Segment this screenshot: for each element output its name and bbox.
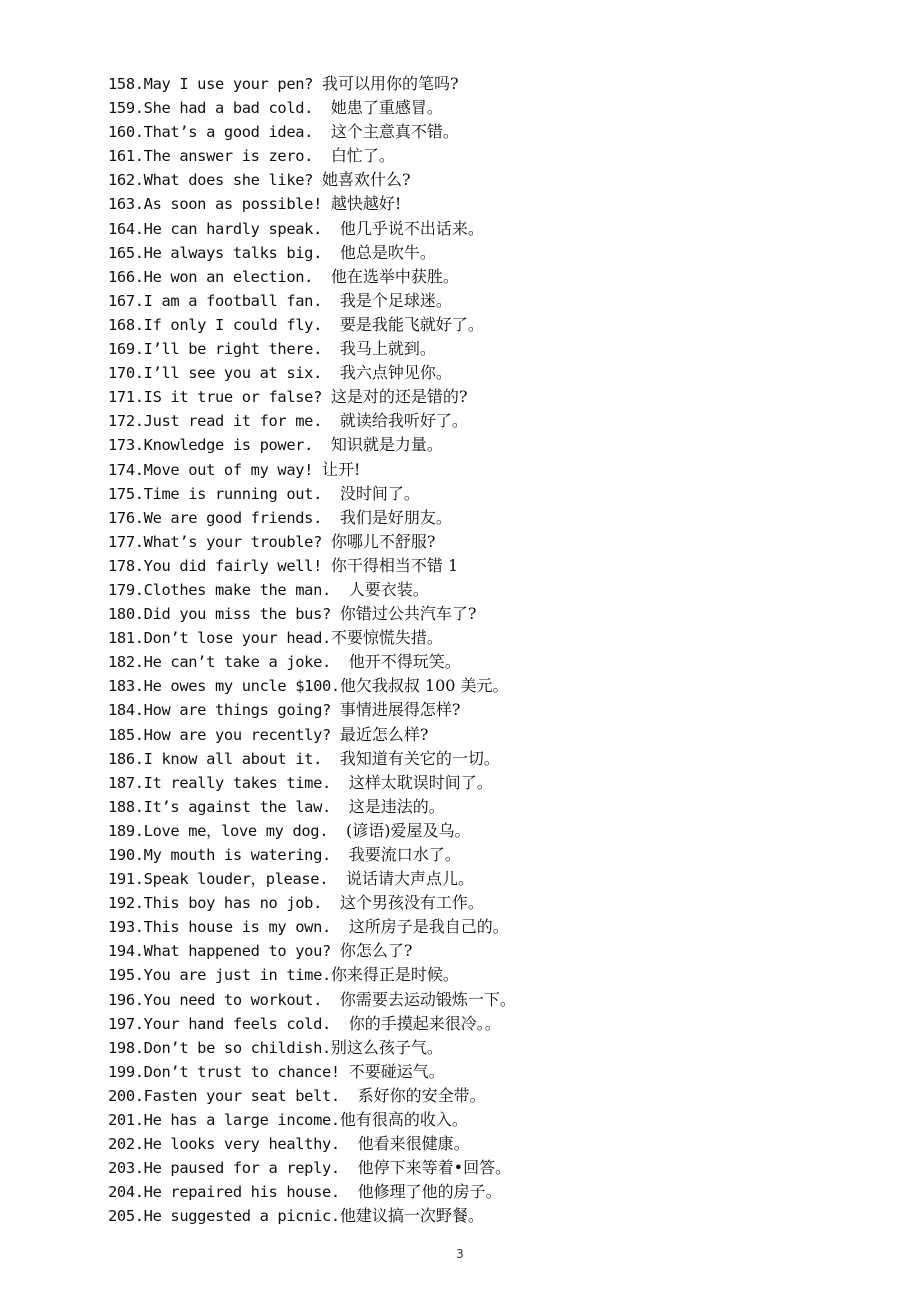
english-sentence: 167.I am a football fan.: [108, 291, 340, 310]
english-sentence: 200.Fasten your seat belt.: [108, 1086, 358, 1105]
chinese-translation: 白忙了。: [330, 146, 395, 166]
english-sentence: 190.My mouth is watering.: [108, 846, 349, 864]
english-sentence: 205.He suggested a picnic.: [108, 1207, 340, 1226]
chinese-translation: 我可以用你的笔吗?: [321, 74, 459, 93]
sentence-line: [108, 120, 888, 144]
sentence-line: [108, 747, 888, 771]
chinese-translation: 他几乎说不出话来。: [339, 218, 484, 238]
chinese-translation: 最近怎么样?: [339, 724, 429, 744]
english-sentence: 162.What does she like?: [108, 171, 322, 190]
sentence-line: [108, 723, 888, 747]
sentence-line: [108, 289, 888, 313]
sentence-line: [108, 506, 888, 530]
english-sentence: 174.Move out of my way!: [108, 460, 322, 479]
sentence-line: [108, 650, 888, 674]
english-sentence: 172.Just read it for me.: [108, 412, 340, 431]
chinese-translation: 让开!: [321, 459, 361, 479]
english-sentence: 199.Don’t trust to chance!: [108, 1062, 349, 1081]
english-sentence: 165.He always talks big.: [108, 243, 340, 262]
english-sentence: 192.This boy has no job.: [108, 894, 340, 913]
english-sentence: 166.He won an election.: [108, 267, 331, 286]
chinese-translation: 你需要去运动锻炼一下。: [339, 989, 516, 1009]
english-sentence: 168.If only I could fly.: [108, 315, 340, 334]
english-sentence: 169.I’ll be right there.: [108, 340, 340, 359]
english-sentence: 201.He has a large income.: [108, 1111, 340, 1130]
chinese-translation: 我马上就到。: [339, 339, 436, 359]
sentence-line: [108, 1204, 888, 1228]
english-sentence: 171.IS it true or false?: [108, 388, 331, 407]
sentence-line: [108, 265, 888, 289]
chinese-translation: 没时间了。: [339, 483, 420, 503]
sentence-line: [108, 433, 888, 457]
chinese-translation: 不要碰运气。: [348, 1061, 445, 1081]
sentence-line: [108, 168, 888, 192]
chinese-translation: 说话请大声点儿。: [345, 869, 474, 889]
english-sentence: 184.How are things going?: [108, 701, 340, 720]
sentence-line: [108, 361, 888, 385]
english-sentence: 202.He looks very healthy.: [108, 1135, 358, 1154]
sentence-line: [108, 819, 888, 843]
sentence-line: [108, 795, 888, 819]
chinese-translation: 我们是好朋友。: [339, 507, 452, 527]
english-sentence: 170.I’ll see you at six.: [108, 364, 340, 383]
english-sentence: 194.What happened to you?: [108, 942, 340, 961]
english-sentence: 188.It’s against the law.: [108, 797, 349, 816]
english-sentence: 158.May I use your pen?: [108, 75, 322, 93]
english-sentence: 198.Don’t be so childish.: [108, 1038, 331, 1057]
english-sentence: 178.You did fairly well!: [108, 556, 331, 575]
sentence-line: [108, 1156, 888, 1180]
chinese-translation: 我六点钟见你。: [339, 363, 452, 383]
sentence-line: [108, 963, 888, 987]
chinese-translation: 越快越好!: [330, 194, 402, 214]
sentence-line: [108, 867, 888, 891]
english-sentence: 196.You need to workout.: [108, 990, 340, 1009]
chinese-translation: 这所房子是我自己的。: [348, 917, 509, 937]
sentence-list: [108, 72, 888, 1229]
chinese-translation: 他看来很健康。: [357, 1134, 470, 1154]
sentence-line: [108, 385, 888, 409]
sentence-line: [108, 554, 888, 578]
chinese-translation: 这是违法的。: [348, 796, 445, 816]
english-sentence: 195.You are just in time.: [108, 966, 331, 985]
sentence-line: [108, 337, 888, 361]
sentence-line: [108, 1084, 888, 1108]
chinese-translation: 知识就是力量。: [330, 435, 443, 455]
chinese-translation: (谚语)爱屋及乌。: [345, 820, 471, 840]
chinese-translation: 这是对的还是错的?: [330, 387, 468, 407]
english-sentence: 191.Speak louder，please.: [108, 870, 346, 889]
chinese-translation: 这样太耽误时间了。: [348, 772, 493, 792]
english-sentence: 159.She had a bad cold.: [108, 99, 331, 118]
sentence-line: [108, 988, 888, 1012]
sentence-line: [108, 241, 888, 265]
chinese-translation: 系好你的安全带。: [357, 1085, 486, 1105]
chinese-translation: 他开不得玩笑。: [348, 652, 461, 672]
chinese-translation: 她喜欢什么?: [321, 170, 411, 190]
english-sentence: 193.This house is my own.: [108, 918, 349, 937]
sentence-line: [108, 1180, 888, 1204]
chinese-translation: 不要惊慌失措。: [330, 628, 443, 648]
chinese-translation: 你错过公共汽车了?: [339, 604, 477, 624]
sentence-line: [108, 1132, 888, 1156]
sentence-line: [108, 843, 888, 867]
sentence-line: [108, 1036, 888, 1060]
chinese-translation: 他建议搞一次野餐。: [339, 1206, 484, 1226]
english-sentence: 163.As soon as possible!: [108, 195, 331, 214]
english-sentence: 175.Time is running out.: [108, 484, 340, 503]
sentence-line: [108, 217, 888, 241]
chinese-translation: 你的手摸起来很冷。。: [348, 1013, 501, 1033]
chinese-translation: 她患了重感冒。: [330, 98, 443, 118]
english-sentence: 180.Did you miss the bus?: [108, 605, 340, 624]
chinese-translation: 你哪儿不舒服?: [330, 531, 436, 551]
sentence-line: [108, 1060, 888, 1084]
english-sentence: 182.He can’t take a joke.: [108, 653, 349, 672]
chinese-translation: 你怎么了?: [339, 941, 413, 961]
english-sentence: 197.Your hand feels cold.: [108, 1014, 349, 1033]
sentence-line: [108, 1012, 888, 1036]
english-sentence: 173.Knowledge is power.: [108, 436, 331, 455]
sentence-line: [108, 626, 888, 650]
english-sentence: 183.He owes my uncle $100.: [108, 677, 340, 696]
sentence-line: [108, 192, 888, 216]
english-sentence: 181.Don’t lose your head.: [108, 629, 331, 648]
sentence-line: [108, 891, 888, 915]
chinese-translation: 我要流口水了。: [348, 845, 461, 864]
sentence-line: [108, 578, 888, 602]
english-sentence: 204.He repaired his house.: [108, 1183, 358, 1202]
english-sentence: 189.Love me，love my dog.: [108, 821, 346, 840]
english-sentence: 179.Clothes make the man.: [108, 580, 349, 599]
sentence-line: [108, 482, 888, 506]
sentence-line: [108, 72, 888, 96]
chinese-translation: 人要衣装。: [348, 579, 429, 599]
sentence-line: [108, 530, 888, 554]
sentence-line: [108, 458, 888, 482]
sentence-line: [108, 771, 888, 795]
sentence-line: [108, 939, 888, 963]
chinese-translation: 你干得相当不错 1: [330, 555, 459, 575]
chinese-translation: 他有很高的收入。: [339, 1110, 468, 1130]
chinese-translation: 事情进展得怎样?: [339, 700, 461, 720]
chinese-translation: 要是我能飞就好了。: [339, 314, 484, 334]
chinese-translation: 这个男孩没有工作。: [339, 893, 484, 913]
sentence-line: [108, 144, 888, 168]
english-sentence: 164.He can hardly speak.: [108, 219, 340, 238]
english-sentence: 176.We are good friends.: [108, 508, 340, 527]
sentence-line: [108, 915, 888, 939]
chinese-translation: 我知道有关它的一切。: [339, 748, 500, 768]
english-sentence: 186.I know all about it.: [108, 749, 340, 768]
page-number: 3: [456, 1247, 464, 1261]
chinese-translation: 别这么孩子气。: [330, 1037, 443, 1057]
english-sentence: 177.What’s your trouble?: [108, 532, 331, 551]
sentence-line: [108, 698, 888, 722]
english-sentence: 187.It really takes time.: [108, 773, 349, 792]
english-sentence: 185.How are you recently?: [108, 725, 340, 744]
chinese-translation: 就读给我听好了。: [339, 411, 468, 431]
chinese-translation: 这个主意真不错。: [330, 122, 459, 142]
sentence-line: [108, 96, 888, 120]
sentence-line: [108, 313, 888, 337]
chinese-translation: 他修理了他的房子。: [357, 1182, 502, 1202]
sentence-line: [108, 409, 888, 433]
chinese-translation: 他欠我叔叔 100 美元。: [339, 676, 509, 696]
english-sentence: 160.That’s a good idea.: [108, 123, 331, 142]
sentence-line: [108, 602, 888, 626]
chinese-translation: 我是个足球迷。: [339, 290, 452, 310]
chinese-translation: 你来得正是时候。: [330, 965, 459, 985]
sentence-line: [108, 674, 888, 698]
sentence-line: [108, 1108, 888, 1132]
english-sentence: 161.The answer is zero.: [108, 147, 331, 166]
chinese-translation: 他总是吹牛。: [339, 242, 436, 262]
chinese-translation: 他停下来等着•回答。: [357, 1158, 512, 1178]
chinese-translation: 他在选举中获胜。: [330, 266, 459, 286]
english-sentence: 203.He paused for a reply.: [108, 1159, 358, 1178]
